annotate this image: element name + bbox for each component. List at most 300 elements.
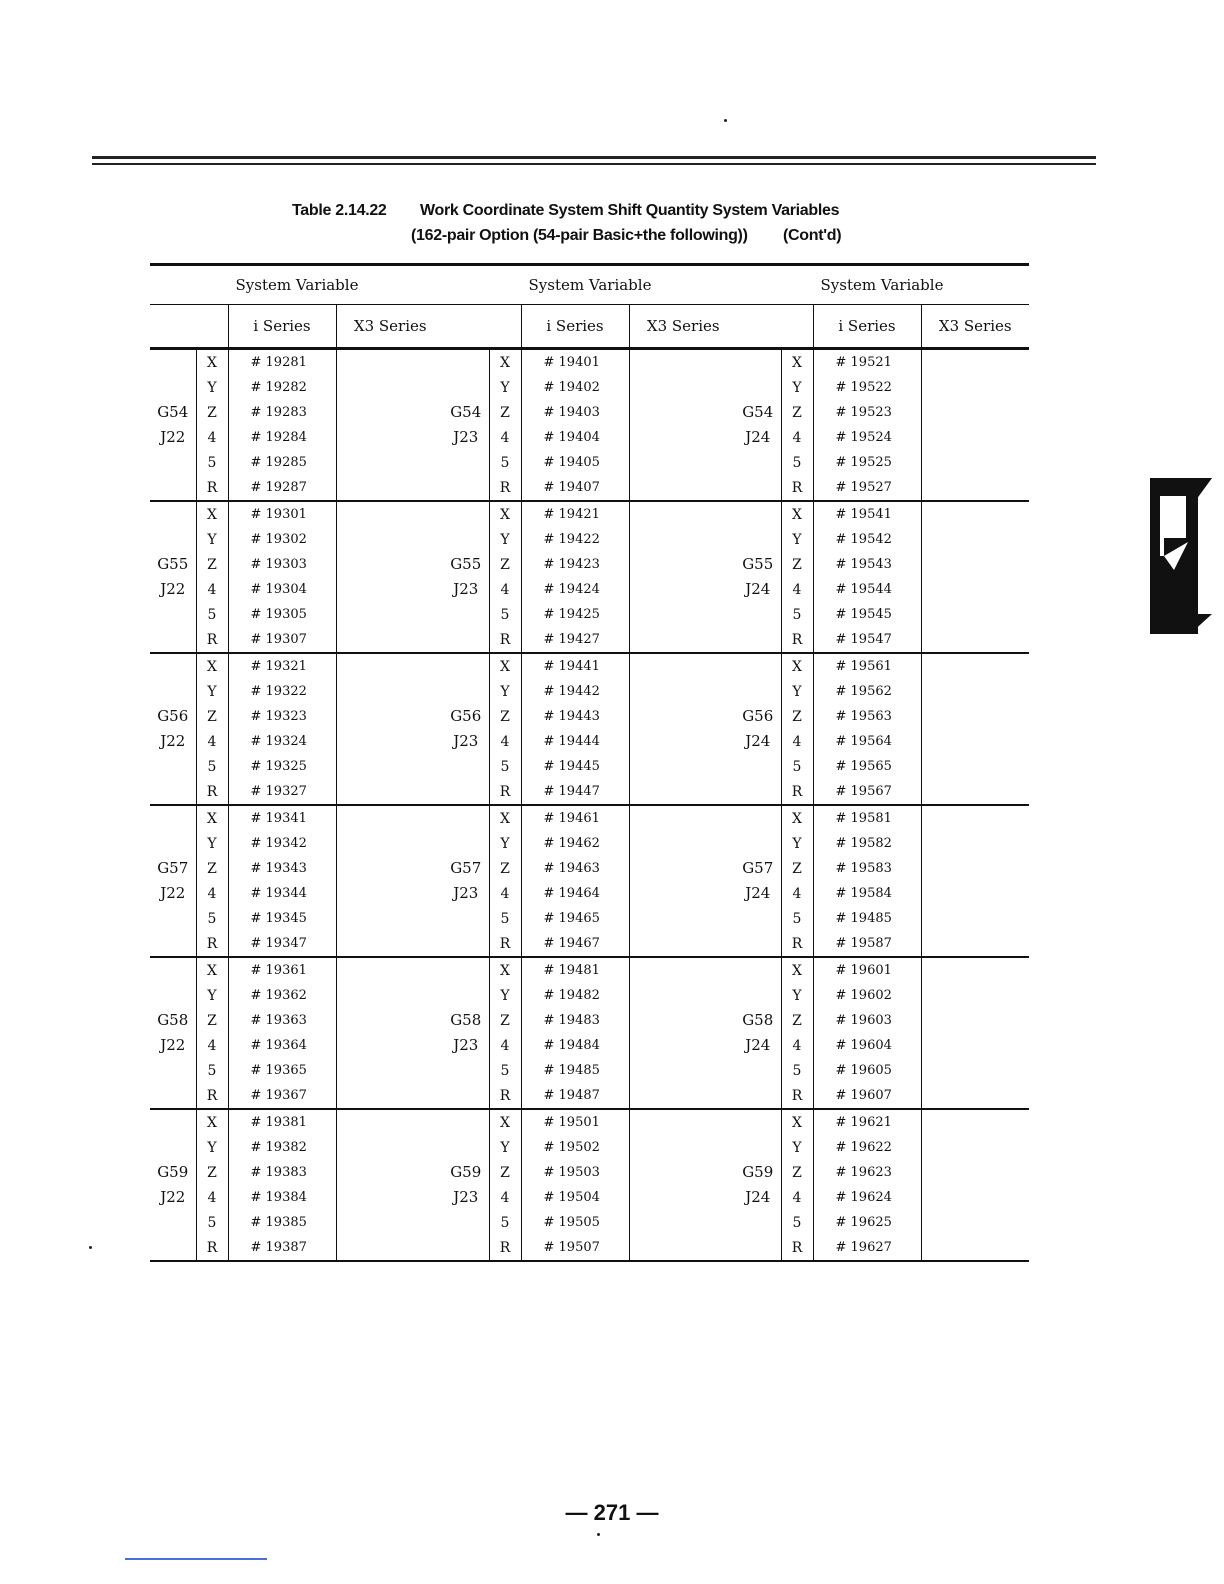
group-cell — [735, 653, 781, 679]
i-series-value: # 19504 — [521, 1185, 629, 1210]
top-rule-thin — [92, 163, 1096, 165]
x3-series-value — [629, 450, 737, 475]
i-series-value: # 19444 — [521, 729, 629, 754]
i-series-value: # 19321 — [228, 653, 336, 679]
table-row — [150, 1210, 444, 1235]
x3-series-value — [336, 1210, 444, 1235]
table-title-cont: (Cont'd) — [783, 227, 842, 244]
group-cell — [443, 983, 489, 1008]
axis-label: Y — [781, 1135, 813, 1160]
table-row — [150, 1058, 444, 1083]
axis-label: Y — [196, 375, 228, 400]
axis-label: Y — [781, 527, 813, 552]
i-series-value: # 19382 — [228, 1135, 336, 1160]
i-series-value: # 19365 — [228, 1058, 336, 1083]
table-row — [150, 704, 444, 729]
x3-series-value — [336, 881, 444, 906]
table-row — [150, 931, 444, 957]
j-code-label: J22 — [160, 884, 186, 902]
i-series-value: # 19524 — [813, 425, 921, 450]
axis-label: R — [196, 931, 228, 957]
g-code-label: G54 — [157, 403, 189, 421]
axis-label: Z — [489, 552, 521, 577]
i-series-value: # 19345 — [228, 906, 336, 931]
axis-label: 4 — [196, 1185, 228, 1210]
table-row — [443, 501, 737, 527]
axis-label: Z — [489, 856, 521, 881]
group-cell — [735, 906, 781, 931]
x3-series-value — [336, 375, 444, 400]
x3-series-value — [921, 1058, 1029, 1083]
x3-series-value — [629, 577, 737, 602]
i-series-value: # 19445 — [521, 754, 629, 779]
axis-label: Y — [196, 831, 228, 856]
axis-label: R — [489, 779, 521, 805]
i-series-value: # 19505 — [521, 1210, 629, 1235]
x3-series-value — [921, 805, 1029, 831]
table-row — [443, 805, 737, 831]
i-series-value: # 19465 — [521, 906, 629, 931]
i-series-value: # 19302 — [228, 527, 336, 552]
j-code-label: J24 — [745, 580, 771, 598]
group-cell — [443, 602, 489, 627]
axis-label: X — [781, 349, 813, 376]
i-series-value: # 19483 — [521, 1008, 629, 1033]
x3-series-value — [921, 1033, 1029, 1058]
system-variable-header: System Variable — [735, 265, 1029, 305]
table-row — [443, 729, 737, 754]
i-series-value: # 19462 — [521, 831, 629, 856]
i-series-value: # 19422 — [521, 527, 629, 552]
axis-label: X — [196, 653, 228, 679]
x3-series-value — [629, 805, 737, 831]
axis-label: 5 — [781, 450, 813, 475]
x3-series-value — [629, 1008, 737, 1033]
group-cell — [150, 375, 196, 400]
i-series-value: # 19581 — [813, 805, 921, 831]
i-series-value: # 19322 — [228, 679, 336, 704]
i-series-value: # 19624 — [813, 1185, 921, 1210]
x3-series-value — [629, 881, 737, 906]
i-series-value: # 19307 — [228, 627, 336, 653]
i-series-value: # 19427 — [521, 627, 629, 653]
header-blank — [735, 305, 813, 349]
i-series-value: # 19303 — [228, 552, 336, 577]
j-code-label: J23 — [453, 580, 479, 598]
group-cell — [735, 627, 781, 653]
i-series-value: # 19301 — [228, 501, 336, 527]
i-series-value: # 19622 — [813, 1135, 921, 1160]
axis-label: Z — [489, 704, 521, 729]
i-series-value: # 19485 — [521, 1058, 629, 1083]
group-cell — [735, 602, 781, 627]
axis-label: 4 — [489, 1185, 521, 1210]
table-row — [443, 450, 737, 475]
axis-label: R — [781, 1083, 813, 1109]
group-cell — [735, 679, 781, 704]
axis-label: R — [781, 627, 813, 653]
j-code-label: J22 — [160, 1188, 186, 1206]
i-series-value: # 19587 — [813, 931, 921, 957]
i-series-value: # 19281 — [228, 349, 336, 376]
table-row — [443, 906, 737, 931]
x3-series-value — [336, 602, 444, 627]
table-row — [443, 475, 737, 501]
i-series-value: # 19387 — [228, 1235, 336, 1261]
table-row — [150, 602, 444, 627]
x3-series-value — [336, 1160, 444, 1185]
table-row — [443, 425, 737, 450]
group-cell — [443, 831, 489, 856]
x3-series-value — [921, 627, 1029, 653]
table-row — [150, 1160, 444, 1185]
i-series-value: # 19582 — [813, 831, 921, 856]
x3-series-value — [629, 856, 737, 881]
axis-label: X — [781, 805, 813, 831]
axis-label: 5 — [781, 602, 813, 627]
g-code-label: G54 — [742, 403, 774, 421]
scan-speck — [724, 119, 727, 122]
x3-series-value — [336, 552, 444, 577]
i-series-value: # 19564 — [813, 729, 921, 754]
group-cell — [150, 1235, 196, 1261]
x3-series-value — [336, 1058, 444, 1083]
table-row — [735, 704, 1029, 729]
x3-series-value — [629, 653, 737, 679]
group-cell — [150, 602, 196, 627]
variable-table-block-1 — [150, 263, 444, 1262]
table-row — [150, 957, 444, 983]
axis-label: 4 — [196, 425, 228, 450]
x3-series-value — [336, 1033, 444, 1058]
x3-series-value — [921, 1135, 1029, 1160]
group-cell — [735, 1109, 781, 1135]
i-series-value: # 19621 — [813, 1109, 921, 1135]
table-row — [443, 831, 737, 856]
x3-series-value — [629, 349, 737, 376]
axis-label: R — [781, 931, 813, 957]
table-row — [150, 425, 444, 450]
group-cell — [150, 653, 196, 679]
i-series-value: # 19342 — [228, 831, 336, 856]
j-code-label: J24 — [745, 1036, 771, 1054]
i-series-value: # 19283 — [228, 400, 336, 425]
table-row — [150, 754, 444, 779]
axis-label: X — [196, 957, 228, 983]
table-row — [443, 1109, 737, 1135]
table-row — [735, 831, 1029, 856]
i-series-value: # 19525 — [813, 450, 921, 475]
x3-series-value — [336, 475, 444, 501]
i-series-value: # 19522 — [813, 375, 921, 400]
table-title-line1: Work Coordinate System Shift Quantity System Variables — [420, 202, 840, 219]
axis-label: 5 — [489, 450, 521, 475]
axis-label: Y — [489, 679, 521, 704]
group-cell — [150, 983, 196, 1008]
group-cell — [443, 627, 489, 653]
i-series-value: # 19285 — [228, 450, 336, 475]
table-row — [150, 856, 444, 881]
group-cell — [735, 1210, 781, 1235]
x3-series-value — [921, 679, 1029, 704]
table-row — [150, 983, 444, 1008]
table-row — [735, 349, 1029, 376]
g-code-label: G56 — [742, 707, 774, 725]
axis-label: 4 — [489, 425, 521, 450]
x3-series-value — [336, 1235, 444, 1261]
table-row — [150, 400, 444, 425]
i-series-value: # 19361 — [228, 957, 336, 983]
footer-link-underline — [125, 1558, 267, 1560]
table-row — [443, 602, 737, 627]
x3-series-value — [921, 729, 1029, 754]
axis-label: 4 — [489, 577, 521, 602]
x3-series-value — [921, 349, 1029, 376]
table-row — [150, 349, 444, 376]
x3-series-value — [336, 679, 444, 704]
axis-label: R — [196, 1083, 228, 1109]
i-series-header: i Series — [521, 305, 629, 349]
i-series-value: # 19563 — [813, 704, 921, 729]
axis-label: R — [781, 475, 813, 501]
x3-series-value — [921, 527, 1029, 552]
table-row — [443, 957, 737, 983]
group-cell — [735, 779, 781, 805]
x3-series-value — [921, 856, 1029, 881]
j-code-label: J24 — [745, 732, 771, 750]
table-row — [735, 931, 1029, 957]
x3-series-value — [336, 805, 444, 831]
axis-label: 5 — [781, 1210, 813, 1235]
table-row — [735, 527, 1029, 552]
table-row — [443, 983, 737, 1008]
group-cell — [443, 906, 489, 931]
x3-series-value — [336, 931, 444, 957]
group-cell — [150, 805, 196, 831]
x3-series-value — [629, 1083, 737, 1109]
i-series-value: # 19482 — [521, 983, 629, 1008]
table-row — [150, 577, 444, 602]
axis-label: R — [489, 1235, 521, 1261]
i-series-value: # 19584 — [813, 881, 921, 906]
table-row — [735, 1210, 1029, 1235]
axis-label: X — [196, 349, 228, 376]
group-cell — [443, 375, 489, 400]
table-row — [443, 704, 737, 729]
axis-label: 4 — [489, 1033, 521, 1058]
table-row — [150, 881, 444, 906]
group-cell — [735, 1058, 781, 1083]
x3-series-value — [336, 983, 444, 1008]
x3-series-value — [336, 653, 444, 679]
axis-label: X — [489, 653, 521, 679]
i-series-value: # 19424 — [521, 577, 629, 602]
table-row — [150, 552, 444, 577]
table-row — [735, 501, 1029, 527]
group-cell — [150, 1135, 196, 1160]
axis-label: 4 — [781, 881, 813, 906]
variable-table — [443, 263, 737, 1262]
axis-label: Z — [781, 704, 813, 729]
axis-label: 4 — [196, 729, 228, 754]
group-cell — [443, 754, 489, 779]
group-cell — [735, 1135, 781, 1160]
x3-series-value — [336, 1109, 444, 1135]
group-cell — [443, 450, 489, 475]
table-row — [735, 425, 1029, 450]
axis-label: Y — [781, 983, 813, 1008]
x3-series-value — [336, 729, 444, 754]
axis-label: X — [781, 653, 813, 679]
i-series-value: # 19607 — [813, 1083, 921, 1109]
g-code-label: G57 — [742, 859, 774, 877]
axis-label: Y — [196, 527, 228, 552]
axis-label: X — [489, 349, 521, 376]
i-series-value: # 19405 — [521, 450, 629, 475]
axis-label: 5 — [781, 906, 813, 931]
table-row — [443, 931, 737, 957]
x3-series-value — [921, 450, 1029, 475]
table-row — [735, 805, 1029, 831]
table-row — [735, 577, 1029, 602]
system-variable-header: System Variable — [443, 265, 737, 305]
x3-series-value — [921, 501, 1029, 527]
g-code-label: G58 — [450, 1011, 482, 1029]
axis-label: Y — [489, 375, 521, 400]
group-cell — [443, 1109, 489, 1135]
x3-series-value — [336, 1185, 444, 1210]
table-row — [150, 779, 444, 805]
g-code-label: G57 — [450, 859, 482, 877]
table-row — [735, 729, 1029, 754]
table-row — [150, 679, 444, 704]
g-code-label: G58 — [742, 1011, 774, 1029]
x3-series-header: X3 Series — [336, 305, 444, 349]
x3-series-value — [921, 1160, 1029, 1185]
group-cell — [443, 779, 489, 805]
group-cell — [443, 1058, 489, 1083]
i-series-header: i Series — [813, 305, 921, 349]
i-series-value: # 19442 — [521, 679, 629, 704]
i-series-value: # 19363 — [228, 1008, 336, 1033]
table-row — [150, 1083, 444, 1109]
table-row — [443, 754, 737, 779]
x3-series-value — [921, 931, 1029, 957]
x3-series-value — [336, 527, 444, 552]
table-number: Table 2.14.22 — [292, 202, 387, 219]
group-cell — [150, 1109, 196, 1135]
group-cell — [150, 754, 196, 779]
x3-series-header: X3 Series — [629, 305, 737, 349]
table-row — [443, 1058, 737, 1083]
table-row — [735, 779, 1029, 805]
axis-label: 4 — [489, 881, 521, 906]
x3-series-value — [629, 1235, 737, 1261]
axis-label: 5 — [489, 602, 521, 627]
i-series-value: # 19407 — [521, 475, 629, 501]
table-row — [443, 779, 737, 805]
table-row — [735, 856, 1029, 881]
axis-label: 5 — [196, 602, 228, 627]
group-cell — [443, 653, 489, 679]
i-series-value: # 19364 — [228, 1033, 336, 1058]
axis-label: 5 — [489, 1210, 521, 1235]
table-title-line2: (162-pair Option (54-pair Basic+the following)) — [411, 227, 748, 244]
group-cell — [150, 831, 196, 856]
table-row — [150, 831, 444, 856]
i-series-value: # 19327 — [228, 779, 336, 805]
i-series-value: # 19507 — [521, 1235, 629, 1261]
x3-series-value — [336, 501, 444, 527]
axis-label: Z — [196, 1008, 228, 1033]
i-series-value: # 19343 — [228, 856, 336, 881]
i-series-value: # 19425 — [521, 602, 629, 627]
i-series-value: # 19625 — [813, 1210, 921, 1235]
i-series-value: # 19384 — [228, 1185, 336, 1210]
group-cell — [735, 754, 781, 779]
i-series-value: # 19347 — [228, 931, 336, 957]
group-cell — [150, 527, 196, 552]
j-code-label: J22 — [160, 428, 186, 446]
axis-label: Z — [781, 552, 813, 577]
i-series-value: # 19484 — [521, 1033, 629, 1058]
j-code-label: J22 — [160, 580, 186, 598]
axis-label: Y — [489, 983, 521, 1008]
table-row — [443, 856, 737, 881]
group-cell — [735, 375, 781, 400]
i-series-value: # 19623 — [813, 1160, 921, 1185]
x3-series-value — [629, 602, 737, 627]
table-row — [150, 729, 444, 754]
i-series-header: i Series — [228, 305, 336, 349]
axis-label: Y — [781, 679, 813, 704]
group-cell — [150, 1083, 196, 1109]
x3-series-value — [629, 754, 737, 779]
x3-series-value — [629, 704, 737, 729]
i-series-value: # 19323 — [228, 704, 336, 729]
table-row — [443, 1185, 737, 1210]
table-row — [735, 1058, 1029, 1083]
x3-series-value — [921, 602, 1029, 627]
group-cell — [150, 679, 196, 704]
x3-series-value — [629, 1210, 737, 1235]
j-code-label: J23 — [453, 1036, 479, 1054]
x3-series-value — [629, 1109, 737, 1135]
group-cell — [150, 957, 196, 983]
x3-series-value — [629, 1135, 737, 1160]
i-series-value: # 19287 — [228, 475, 336, 501]
x3-series-value — [629, 957, 737, 983]
x3-series-header: X3 Series — [921, 305, 1029, 349]
axis-label: Z — [489, 400, 521, 425]
i-series-value: # 19464 — [521, 881, 629, 906]
i-series-value: # 19367 — [228, 1083, 336, 1109]
axis-label: Y — [489, 831, 521, 856]
i-series-value: # 19441 — [521, 653, 629, 679]
axis-label: Z — [781, 1008, 813, 1033]
axis-label: Z — [781, 1160, 813, 1185]
i-series-value: # 19404 — [521, 425, 629, 450]
axis-label: 5 — [489, 1058, 521, 1083]
axis-label: Z — [781, 400, 813, 425]
x3-series-value — [921, 1235, 1029, 1261]
x3-series-value — [921, 552, 1029, 577]
axis-label: 5 — [781, 754, 813, 779]
x3-series-value — [629, 527, 737, 552]
table-row — [735, 1185, 1029, 1210]
table-row — [735, 552, 1029, 577]
axis-label: X — [781, 501, 813, 527]
